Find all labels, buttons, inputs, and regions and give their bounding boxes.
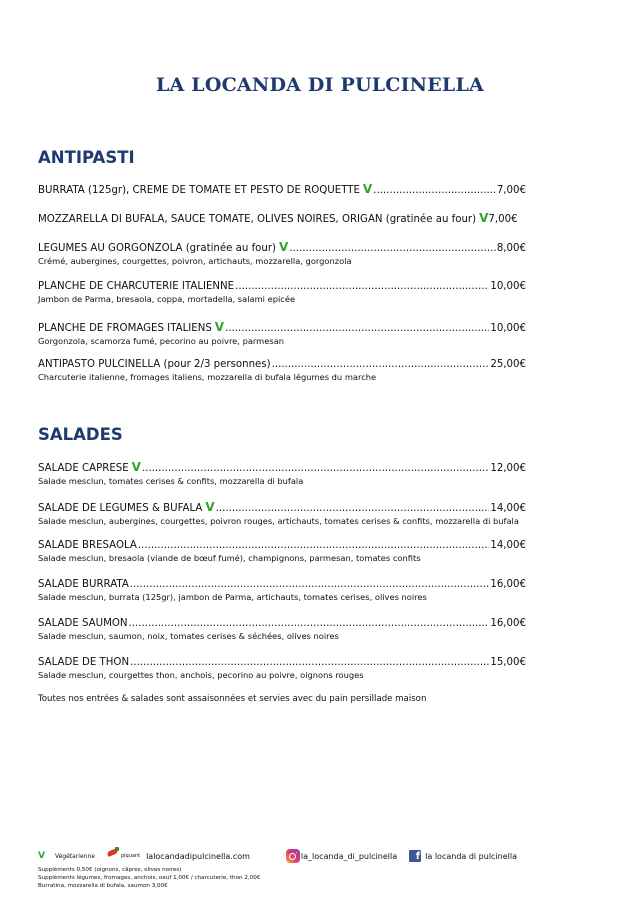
item-price: 7,00€ [496, 185, 526, 196]
section-title-antipasti: ANTIPASTI [38, 148, 135, 167]
item-price: 16,00€ [490, 579, 526, 590]
item-name: SALADE SAUMON [38, 618, 128, 629]
supplement-line: Suppléments légumes, fromages, anchois, oeuf 1,00€ / charcuterie, thon 2,00€ [38, 875, 261, 881]
menu-item [38, 540, 526, 563]
item-price: 25,00€ [490, 359, 526, 370]
website-link[interactable]: lalocandadipulcinella.com [146, 851, 250, 861]
item-price: 10,00€ [490, 281, 526, 292]
item-description: Salade mesclun, bresaola (viande de bœuf fumé), champignons, parmesan, tomates confits [38, 553, 421, 563]
dot-leader [129, 618, 490, 629]
menu-item [38, 359, 526, 382]
chili-pepper-icon [105, 847, 119, 857]
vegetarian-legend-icon: V [38, 851, 45, 861]
dot-leader [289, 243, 496, 254]
item-name: SALADE DE THON [38, 657, 130, 668]
menu-note: Toutes nos entrées & salades sont assaisonnées et servies avec du pain persillade maison [38, 694, 427, 704]
menu-item [38, 240, 526, 266]
item-name: SALADE CAPRESE [38, 463, 129, 474]
menu-item [38, 579, 526, 602]
item-price: 7,00€ [488, 214, 518, 225]
item-description: Charcuterie italienne, fromages italiens, mozzarella di bufala légumes du marche [38, 372, 377, 382]
item-name: PLANCHE DE FROMAGES ITALIENS [38, 323, 212, 334]
item-name: BURRATA (125gr), CREME DE TOMATE ET PESTO DE ROQUETTE [38, 185, 360, 196]
dot-leader [130, 579, 490, 590]
item-price: 10,00€ [490, 323, 526, 334]
item-price: 15,00€ [490, 657, 526, 668]
vegetarian-icon: V [214, 320, 225, 334]
vegetarian-icon: V [131, 460, 141, 474]
instagram-link[interactable]: la_locanda_di_pulcinella [300, 851, 398, 861]
item-name: ANTIPASTO PULCINELLA (pour 2/3 personnes) [38, 359, 271, 370]
menu-item [38, 211, 526, 225]
item-description: Salade mesclun, saumon, noix, tomates cerises & séchées, olives noires [38, 631, 339, 641]
section-title-salades: SALADES [38, 425, 123, 444]
item-description: Gorgonzola, scamorza fumé, pecorino au poivre, parmesan [38, 336, 285, 346]
item-price: 14,00€ [490, 540, 526, 551]
item-name: MOZZARELLA DI BUFALA, SAUCE TOMATE, OLIVES NOIRES, ORIGAN (gratinée au four) [38, 214, 477, 225]
item-description: Salade mesclun, tomates cerises & confits, mozzarella di bufala [38, 476, 304, 486]
menu-item [38, 320, 526, 346]
item-price: 16,00€ [490, 618, 526, 629]
dot-leader [130, 657, 489, 668]
menu-item [38, 281, 526, 304]
facebook-link[interactable]: la locanda di pulcinella [425, 851, 518, 861]
dot-leader [373, 185, 496, 196]
supplement-line: Burratina, mozzarella di bufala, saumon 3,00€ [38, 883, 168, 889]
item-price: 12,00€ [490, 463, 526, 474]
footer [38, 846, 598, 890]
dot-leader [142, 463, 489, 474]
item-description: Salade mesclun, courgettes thon, anchois, pecorino au poivre, oignons rouges [38, 670, 364, 680]
dot-leader [235, 281, 489, 292]
item-name: PLANCHE DE CHARCUTERIE ITALIENNE [38, 281, 235, 292]
item-description: Jambon de Parma, bresaola, coppa, mortadella, salami epicée [38, 294, 296, 304]
menu-title: LA LOCANDA DI PULCINELLA [155, 74, 484, 96]
item-name: SALADE BURRATA [38, 579, 129, 590]
menu-item [38, 500, 526, 526]
item-price: 14,00€ [490, 503, 526, 514]
item-name: SALADE BRESAOLA [38, 540, 137, 551]
menu-item [38, 618, 526, 641]
vegetarian-icon: V [479, 211, 489, 225]
instagram-icon [286, 849, 300, 863]
dot-leader [225, 323, 489, 334]
menu-item [38, 460, 526, 486]
item-description: Salade mesclun, aubergines, courgettes, poivron rouges, artichauts, tomates cerises & confits, mozzarella di bufala [38, 516, 519, 526]
dot-leader [272, 359, 490, 370]
vegetarian-icon: V [279, 240, 289, 254]
spicy-legend-label: piquant [120, 853, 141, 859]
item-description: Crémé, aubergines, courgettes, poivron, artichauts, mozzarella, gorgonzola [38, 256, 352, 266]
item-price: 8,00€ [496, 243, 526, 254]
item-name: SALADE DE LEGUMES & BUFALA [38, 503, 203, 514]
facebook-icon: f [409, 850, 421, 862]
supplement-line: Suppléments 0,50€ (oignons, câpres, olives noires) [38, 867, 182, 873]
item-description: Salade mesclun, burrata (125gr), jambon de Parma, artichauts, tomates cerises, olives noires [38, 592, 427, 602]
item-name: LEGUMES AU GORGONZOLA (gratinée au four) [38, 243, 277, 254]
vegetarian-legend-label: Végétarienne [54, 852, 95, 860]
menu-item [38, 657, 526, 680]
vegetarian-icon: V [205, 500, 215, 514]
dot-leader [138, 540, 489, 551]
vegetarian-icon: V [362, 182, 373, 196]
menu-item [38, 182, 526, 196]
dot-leader [216, 503, 490, 514]
